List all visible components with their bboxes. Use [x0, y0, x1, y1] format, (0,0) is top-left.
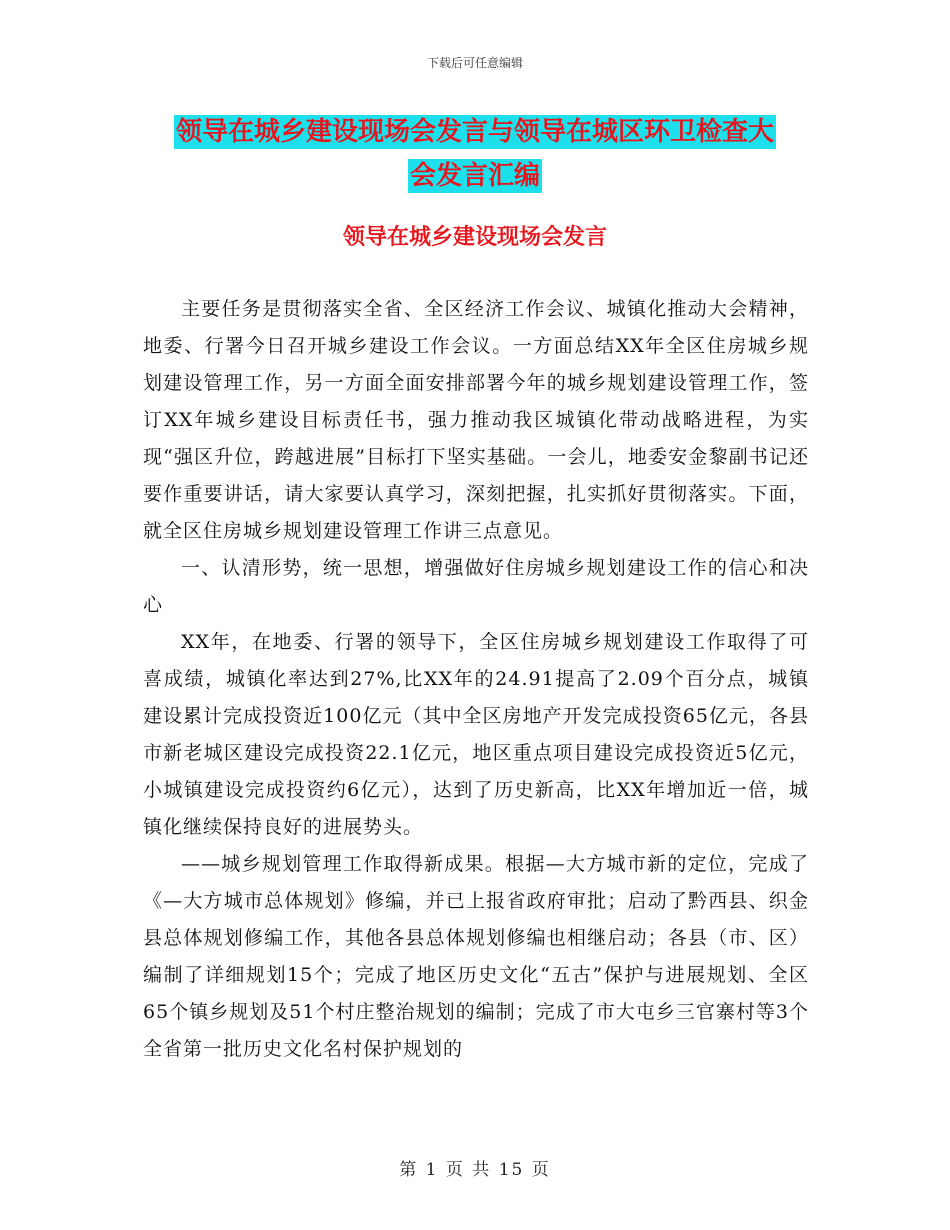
paragraph-achievements: XX年，在地委、行署的领导下，全区住房城乡规划建设工作取得了可喜成绩，城镇化率达到27%,比XX年的24.91提高了2.09个百分点，城镇建设累计完成投资近100亿元（其中全区房地产开发完成投资65亿元，各县市新老城区建设完成投资22.1亿元，地区重点项目建设完成投资近5亿元，小城镇建设完成投资约6亿元），达到了历史新高，比XX年增加近一倍，城镇化继续保持良好的进展势头。: [143, 631, 809, 838]
paragraph-heading-one: 一、认清形势，统一思想，增强做好住房城乡规划建设工作的信心和决心: [143, 557, 809, 616]
section-title: 领导在城乡建设现场会发言: [342, 225, 607, 250]
page-header-note: 下载后可任意编辑: [426, 56, 523, 70]
page-footer-number: 第 1 页 共 15 页: [399, 1160, 551, 1180]
document-body: [143, 291, 809, 1068]
document-title: [140, 110, 810, 198]
document-title-line1: 领导在城乡建设现场会发言与领导在城区环卫检查大: [175, 117, 774, 147]
paragraph-intro: 主要任务是贯彻落实全省、全区经济工作会议、城镇化推动大会精神，地委、行署今日召开城乡建设工作会议。一方面总结XX年全区住房城乡规划建设管理工作，另一方面全面安排部署今年的城乡规划建设管理工作，签订XX年城乡建设目标责任书，强力推动我区城镇化带动战略进程，为实现“强区升位，跨越进展”目标打下坚实基础。一会儿，地委安金黎副书记还要作重要讲话，请大家要认真学习，深刻把握，扎实抓好贯彻落实。下面，就全区住房城乡规划建设管理工作讲三点意见。: [143, 298, 809, 542]
paragraph-planning: ——城乡规划管理工作取得新成果。根据—大方城市新的定位，完成了《—大方城市总体规划》修编，并已上报省政府审批；启动了黔西县、织金县总体规划修编工作，其他各县总体规划修编也相继启动；各县（市、区）编制了详细规划15个；完成了地区历史文化“五古”保护与进展规划、全区65个镇乡规划及51个村庄整治规划的编制；完成了市大屯乡三官寨村等3个全省第一批历史文化名村保护规划的: [143, 853, 809, 1060]
document-title-line2: 会发言汇编: [409, 161, 540, 191]
